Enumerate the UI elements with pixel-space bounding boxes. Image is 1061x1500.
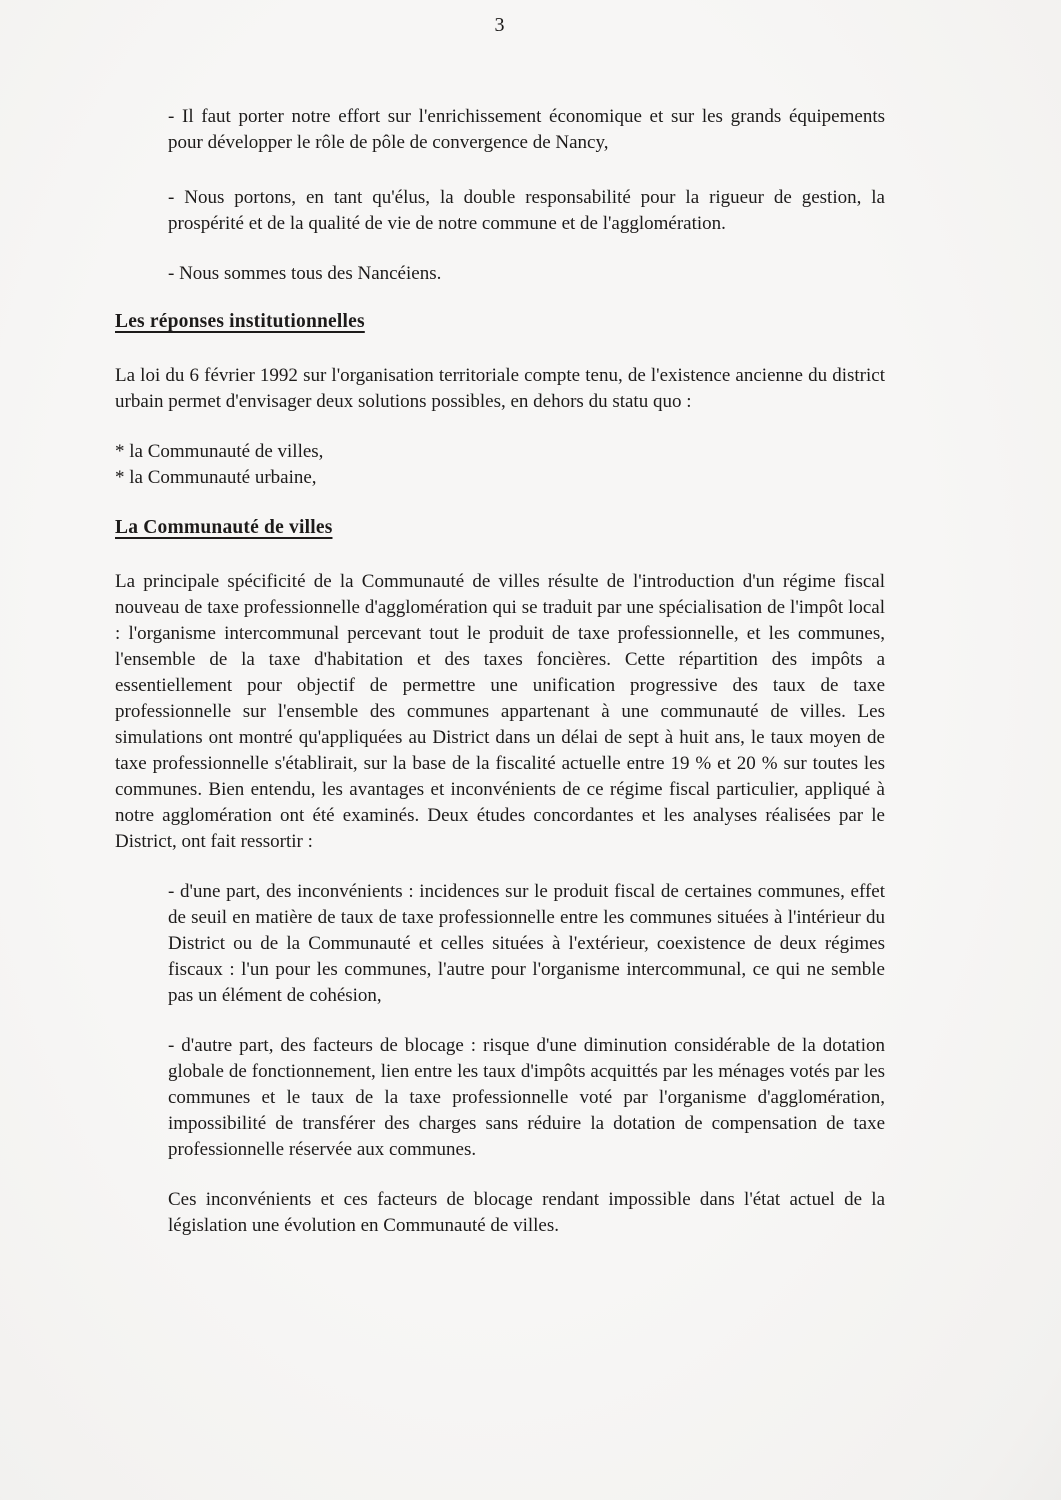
option-communaute-de-villes: * la Communauté de villes, [115, 441, 324, 462]
finding-disadvantages: - d'une part, des inconvénients : incidences sur le produit fiscal de certaines communes, effet de seuil en matière de taux de taxe professionnelle entre les communes situées à l'intérieur du District ou de la Communauté et celles situées à l'extérieur, coexistence de deux régimes fiscaux : l'un pour les communes, l'autre pour l'organisme intercommunal, ce qui ne semble pas un élément de cohésion, [168, 881, 885, 1006]
page-number: 3 [494, 14, 506, 36]
paragraph-law-1992: La loi du 6 février 1992 sur l'organisation territoriale compte tenu, de l'existence ancienne du district urbain permet d'envisager deux solutions possibles, en dehors du statu quo : [115, 365, 885, 412]
finding-blocking-factors: - d'autre part, des facteurs de blocage : risque d'une diminution considérable de la dotation globale de fonctionnement, lien entre les taux d'impôts acquittés par les ménages votés par les communes et le taux de la taxe professionnelle voté par l'organisme d'agglomération, impossibilité de transférer des charges sans réduire la dotation de compensation de taxe professionnelle réservée aux communes. [168, 1035, 885, 1160]
opening-point: - Il faut porter notre effort sur l'enrichissement économique et sur les grands équipements pour développer le rôle de pôle de convergence de Nancy, [168, 106, 885, 153]
section-heading-communaute-de-villes: La Communauté de villes [115, 517, 333, 538]
opening-point: - Nous sommes tous des Nancéiens. [168, 263, 442, 284]
opening-point: - Nous portons, en tant qu'élus, la double responsabilité pour la rigueur de gestion, la prospérité et de la qualité de vie de notre commune et de l'agglomération. [168, 187, 885, 234]
paragraph-communaute-specificity: La principale spécificité de la Communauté de villes résulte de l'introduction d'un régime fiscal nouveau de taxe professionnelle d'agglomération qui se traduit par une spécialisation de l'impôt local : l'organisme intercommunal percevant tout le produit de taxe professionnelle, et les communes, l'ensemble de la taxe d'habitation et des taxes foncières. Cette répartition des impôts a essentiellement pour objectif de permettre une unification progressive des taux de taxe professionnelle sur l'ensemble des communes appartenant à une communauté de villes. Les simulations ont montré qu'appliquées au District dans un délai de sept à huit ans, le taux moyen de taxe professionnelle s'établirait, sur la base de la fiscalité actuelle entre 19 % et 20 % sur toutes les communes. Bien entendu, les avantages et inconvénients de ce régime fiscal particulier, appliqué à notre agglomération ont été examinés. Deux études concordantes et les analyses réalisées par le District, ont fait ressortir : [115, 571, 885, 852]
document-content [115, 0, 885, 1239]
section-heading-institutional-responses: Les réponses institutionnelles [115, 311, 365, 332]
option-communaute-urbaine: * la Communauté urbaine, [115, 467, 317, 488]
options-list [115, 439, 885, 491]
paragraph-conclusion: Ces inconvénients et ces facteurs de blocage rendant impossible dans l'état actuel de la législation une évolution en Communauté de villes. [168, 1189, 885, 1236]
